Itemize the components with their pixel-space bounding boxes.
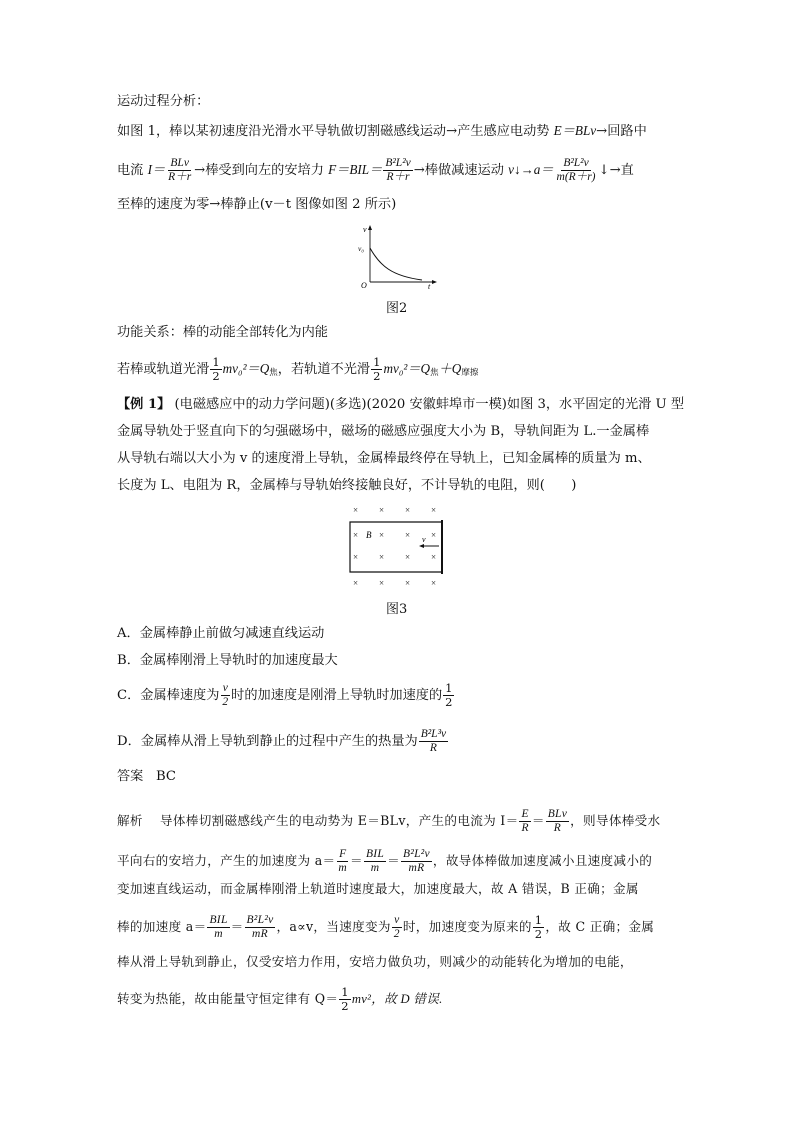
fraction [336, 848, 349, 875]
option-text: D．金属棒从滑上导轨到静止的过程中产生的热量为 [117, 734, 418, 749]
para1-line3: 至棒的速度为零→棒静止(v－t 图像如图 2 所示) [117, 197, 397, 212]
para1-text: →回路中 [596, 124, 647, 139]
field-cross-icon: × [353, 578, 359, 588]
analysis-line3: 变加速直线运动，而金属棒刚滑上轨道时速度最大，加速度最大，故 A 错误，B 正确；金属 [117, 881, 639, 896]
fraction-denominator: m [338, 862, 348, 874]
answer-label: 答案 [117, 769, 144, 784]
para1-text: →棒做减速运动 [413, 163, 509, 178]
analysis-line5: 棒从滑上导轨到静止，仅受安培力作用，安培力做负功，则减少的动能转化为增加的电能， [117, 954, 633, 969]
fraction-numerator: 1 [373, 355, 381, 369]
energy-text: ，若轨道不光滑 [277, 362, 371, 377]
fraction-denominator: R [429, 742, 437, 754]
field-cross-icon: × [431, 578, 437, 588]
x-axis-label: t [428, 282, 431, 290]
figure-3-caption: 图3 [386, 602, 408, 617]
field-cross-icon: × [405, 552, 411, 562]
section-title: 运动过程分析： [117, 94, 210, 109]
fraction-numerator: B²L²v [403, 848, 430, 860]
analysis-line2 [117, 848, 652, 875]
fraction [443, 682, 454, 709]
fraction [401, 848, 432, 875]
para1-text: →棒受到向左的安培力 [194, 163, 329, 178]
figure-2-vt-graph [352, 222, 442, 290]
fraction-denominator: 2 [534, 927, 543, 941]
field-cross-icon: × [353, 505, 359, 515]
para1-text: 电流 [117, 163, 148, 178]
example-text: (电磁感应中的动力学问题)(多选)(2020 安徽蚌埠市一模)如图 3，水平固定的光滑 U 型 [170, 397, 685, 412]
fraction-numerator: 1 [341, 985, 349, 999]
fraction-numerator: v [222, 682, 228, 694]
example-line3: 从导轨右端以大小为 v 的速度滑上导轨，金属棒最终停在导轨上，已知金属棒的质量为 m、 [117, 451, 651, 466]
fraction-numerator: BIL [365, 848, 385, 860]
analysis-text: 棒的加速度 a＝ [117, 919, 207, 934]
fraction [419, 728, 448, 755]
current-formula: I＝ [147, 162, 166, 177]
energy-line1: 功能关系：棒的动能全部转化为内能 [117, 325, 328, 340]
para1-text: 如图 1，棒以某初速度沿光滑水平导轨做切割磁感线运动→产生感应电动势 [117, 124, 554, 139]
fraction-denominator: 2 [222, 696, 229, 708]
field-cross-icon: × [431, 505, 437, 515]
figure-2-caption: 图2 [386, 301, 408, 316]
y-axis-arrow-icon [368, 225, 372, 230]
fraction-denominator: 2 [341, 999, 349, 1013]
field-cross-icon: × [379, 578, 385, 588]
fraction [555, 157, 598, 184]
field-cross-icon: × [431, 530, 437, 540]
energy-line2 [117, 356, 478, 383]
figure-3-rail-diagram [346, 504, 450, 590]
fraction [519, 808, 530, 835]
fraction [220, 682, 230, 709]
y-axis-label: v [363, 225, 367, 234]
equals-sign: ＝ [531, 813, 545, 828]
fraction-numerator: B²L²v [563, 157, 589, 169]
fraction [245, 914, 276, 941]
fraction-numerator: v [394, 914, 400, 926]
energy-formula: mv₀²＝Q [222, 361, 270, 376]
field-cross-icon: × [431, 552, 437, 562]
field-cross-icon: × [379, 552, 385, 562]
fraction-numerator: 1 [534, 913, 543, 927]
fraction-denominator: m [214, 928, 223, 940]
fraction-numerator: 1 [212, 355, 220, 369]
field-cross-icon: × [405, 505, 411, 515]
field-cross-icon: × [379, 530, 385, 540]
field-cross-icon: × [405, 530, 411, 540]
fraction-denominator: 2 [212, 369, 220, 383]
field-cross-icon: × [379, 505, 385, 515]
field-label: B [366, 530, 372, 540]
fraction-numerator: B²L²v [385, 157, 411, 169]
example-line1 [117, 396, 684, 414]
analysis-text: ，则导体棒受水 [570, 813, 661, 828]
analysis-text: ，a∝v，当速度变为 [276, 919, 391, 934]
fraction-denominator: m [370, 862, 380, 874]
field-cross-icon: × [353, 552, 359, 562]
analysis-text: 时，加速度变为原来的 [402, 919, 532, 934]
equals-sign: ＝ [350, 853, 363, 868]
fraction [546, 808, 569, 835]
energy-formula: mv₀²＝Q [383, 361, 431, 376]
fraction-denominator: 2 [393, 928, 400, 940]
subscript: 焦 [430, 368, 439, 378]
energy-text: 若棒或轨道光滑 [117, 362, 210, 377]
analysis-label: 解析 [117, 813, 143, 828]
subscript: 焦 [269, 368, 278, 378]
equals-sign: ＝ [230, 919, 244, 934]
fraction-numerator: BIL [209, 914, 228, 926]
fraction [364, 848, 386, 875]
option-c [117, 682, 455, 709]
fraction [392, 914, 402, 941]
emf-formula: E＝BLv [553, 123, 597, 138]
fraction-numerator: F [339, 848, 347, 860]
u-rail [350, 522, 442, 572]
option-d [117, 728, 449, 755]
para1-text: ↓→直 [598, 163, 634, 178]
example-line2: 金属导轨处于竖直向下的匀强磁场中，磁场的磁感应强度大小为 B，导轨间距为 L.一金属棒 [117, 424, 650, 439]
fraction [210, 356, 221, 383]
para1-line1 [117, 122, 647, 141]
velocity-label: v [422, 535, 426, 544]
fraction-denominator: m(R＋r) [556, 171, 596, 183]
fraction-numerator: E [521, 808, 529, 820]
accel-formula: v↓→a＝ [508, 162, 554, 177]
fraction-numerator: B²L³v [420, 728, 447, 740]
decay-curve [370, 248, 422, 280]
analysis-formula: mv²，故 D 错误. [351, 992, 443, 1006]
analysis-text: 导体棒切割磁感线产生的电动势为 E＝BLv，产生的电流为 I＝ [160, 813, 519, 828]
fraction-denominator: R＋r [386, 171, 410, 183]
fraction-denominator: 2 [373, 369, 381, 383]
fraction [207, 914, 229, 941]
fraction [166, 157, 193, 184]
energy-formula: ＋Q [438, 361, 462, 376]
example-tag: 【例 1】 [117, 397, 171, 412]
answer-value: BC [155, 769, 176, 784]
fraction [371, 356, 382, 383]
field-cross-icon: × [405, 578, 411, 588]
field-cross-icon: × [353, 530, 359, 540]
fraction-numerator: BLv [547, 808, 568, 820]
analysis-line6 [117, 986, 443, 1013]
analysis-line1 [117, 808, 660, 835]
analysis-text: ，故导体棒做加速度减小且速度减小的 [432, 853, 653, 868]
para1-line2 [117, 157, 634, 184]
option-b: B．金属棒刚滑上导轨时的加速度最大 [117, 653, 338, 668]
fraction [383, 157, 412, 184]
force-formula: F＝BIL＝ [328, 162, 383, 177]
fraction-numerator: 1 [445, 681, 453, 695]
origin-label: O [361, 281, 367, 290]
analysis-text: ，故 C 正确；金属 [545, 919, 655, 934]
option-a: A．金属棒静止前做匀减速直线运动 [117, 626, 325, 641]
fraction-denominator: R [521, 822, 529, 834]
velocity-arrow-icon [419, 544, 424, 548]
example-line4: 长度为 L、电阻为 R，金属棒与导轨始终接触良好，不计导轨的电阻，则( ) [117, 478, 577, 493]
fraction [533, 914, 545, 941]
equals-sign: ＝ [387, 853, 400, 868]
analysis-text: 转变为热能，故由能量守恒定律有 Q＝ [117, 991, 339, 1006]
option-text: C．金属棒速度为 [117, 688, 220, 703]
fraction-numerator: B²L²v [246, 914, 274, 926]
fraction-denominator: mR [408, 862, 425, 874]
analysis-text: 平向右的安培力，产生的加速度为 a＝ [117, 853, 336, 868]
fraction-denominator: 2 [445, 695, 453, 709]
fraction-numerator: BLv [170, 157, 189, 169]
fraction-denominator: mR [252, 928, 268, 940]
answer [117, 768, 176, 786]
subscript: 摩擦 [461, 368, 479, 378]
v0-label: v₀ [358, 244, 364, 253]
x-axis-arrow-icon [432, 280, 437, 284]
fraction-denominator: R＋r [168, 171, 192, 183]
analysis-line4 [117, 914, 654, 941]
fraction-denominator: R [553, 822, 562, 834]
fraction [339, 986, 351, 1013]
option-text: 时的加速度是刚滑上导轨时加速度的 [231, 688, 443, 703]
